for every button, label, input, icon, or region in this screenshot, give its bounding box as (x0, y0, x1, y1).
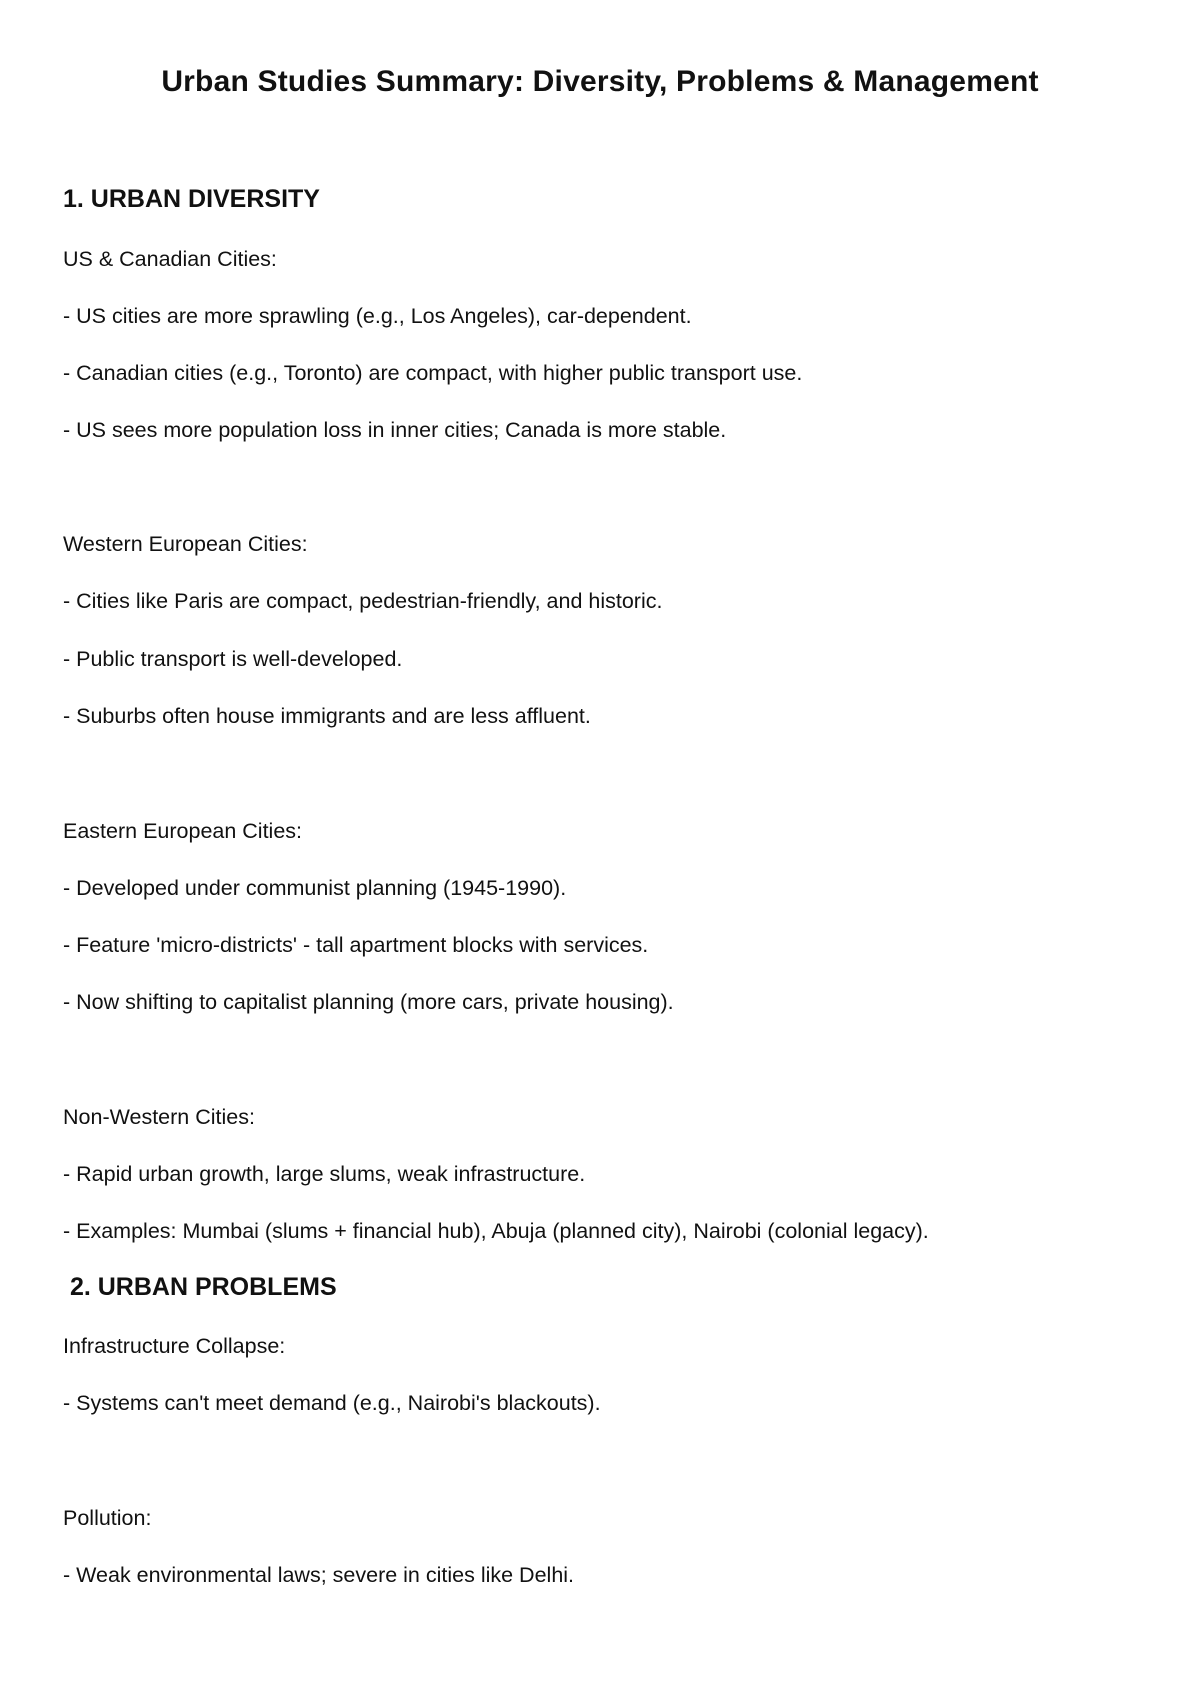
bullet-item: - Feature 'micro-districts' - tall apartment blocks with services. (63, 933, 649, 957)
document-title: Urban Studies Summary: Diversity, Problems & Management (161, 65, 1039, 98)
bullet-item: - Rapid urban growth, large slums, weak infrastructure. (63, 1162, 586, 1186)
bullet-item: - Cities like Paris are compact, pedestrian-friendly, and historic. (63, 589, 663, 613)
bullet-item: - Developed under communist planning (1945-1990). (63, 876, 567, 900)
subheading-non-western-cities: Non-Western Cities: (63, 1105, 255, 1129)
bullet-item: - Now shifting to capitalist planning (more cars, private housing). (63, 990, 674, 1014)
subheading-us-canadian-cities: US & Canadian Cities: (63, 247, 277, 271)
bullet-item: - Suburbs often house immigrants and are less affluent. (63, 704, 591, 728)
section-heading-urban-diversity: 1. URBAN DIVERSITY (63, 185, 320, 213)
subheading-western-european-cities: Western European Cities: (63, 532, 308, 556)
bullet-item: - US sees more population loss in inner cities; Canada is more stable. (63, 418, 727, 442)
subheading-eastern-european-cities: Eastern European Cities: (63, 819, 303, 843)
bullet-item: - US cities are more sprawling (e.g., Los Angeles), car-dependent. (63, 304, 692, 328)
subheading-pollution: Pollution: (63, 1506, 152, 1530)
subheading-infrastructure-collapse: Infrastructure Collapse: (63, 1334, 286, 1358)
bullet-item: - Systems can't meet demand (e.g., Nairobi's blackouts). (63, 1391, 601, 1415)
bullet-item: - Public transport is well-developed. (63, 647, 403, 671)
bullet-item: - Examples: Mumbai (slums + financial hub), Abuja (planned city), Nairobi (colonial legacy). (63, 1219, 929, 1243)
bullet-item: - Weak environmental laws; severe in cities like Delhi. (63, 1563, 575, 1587)
section-heading-urban-problems: 2. URBAN PROBLEMS (63, 1273, 337, 1301)
bullet-item: - Canadian cities (e.g., Toronto) are compact, with higher public transport use. (63, 361, 803, 385)
